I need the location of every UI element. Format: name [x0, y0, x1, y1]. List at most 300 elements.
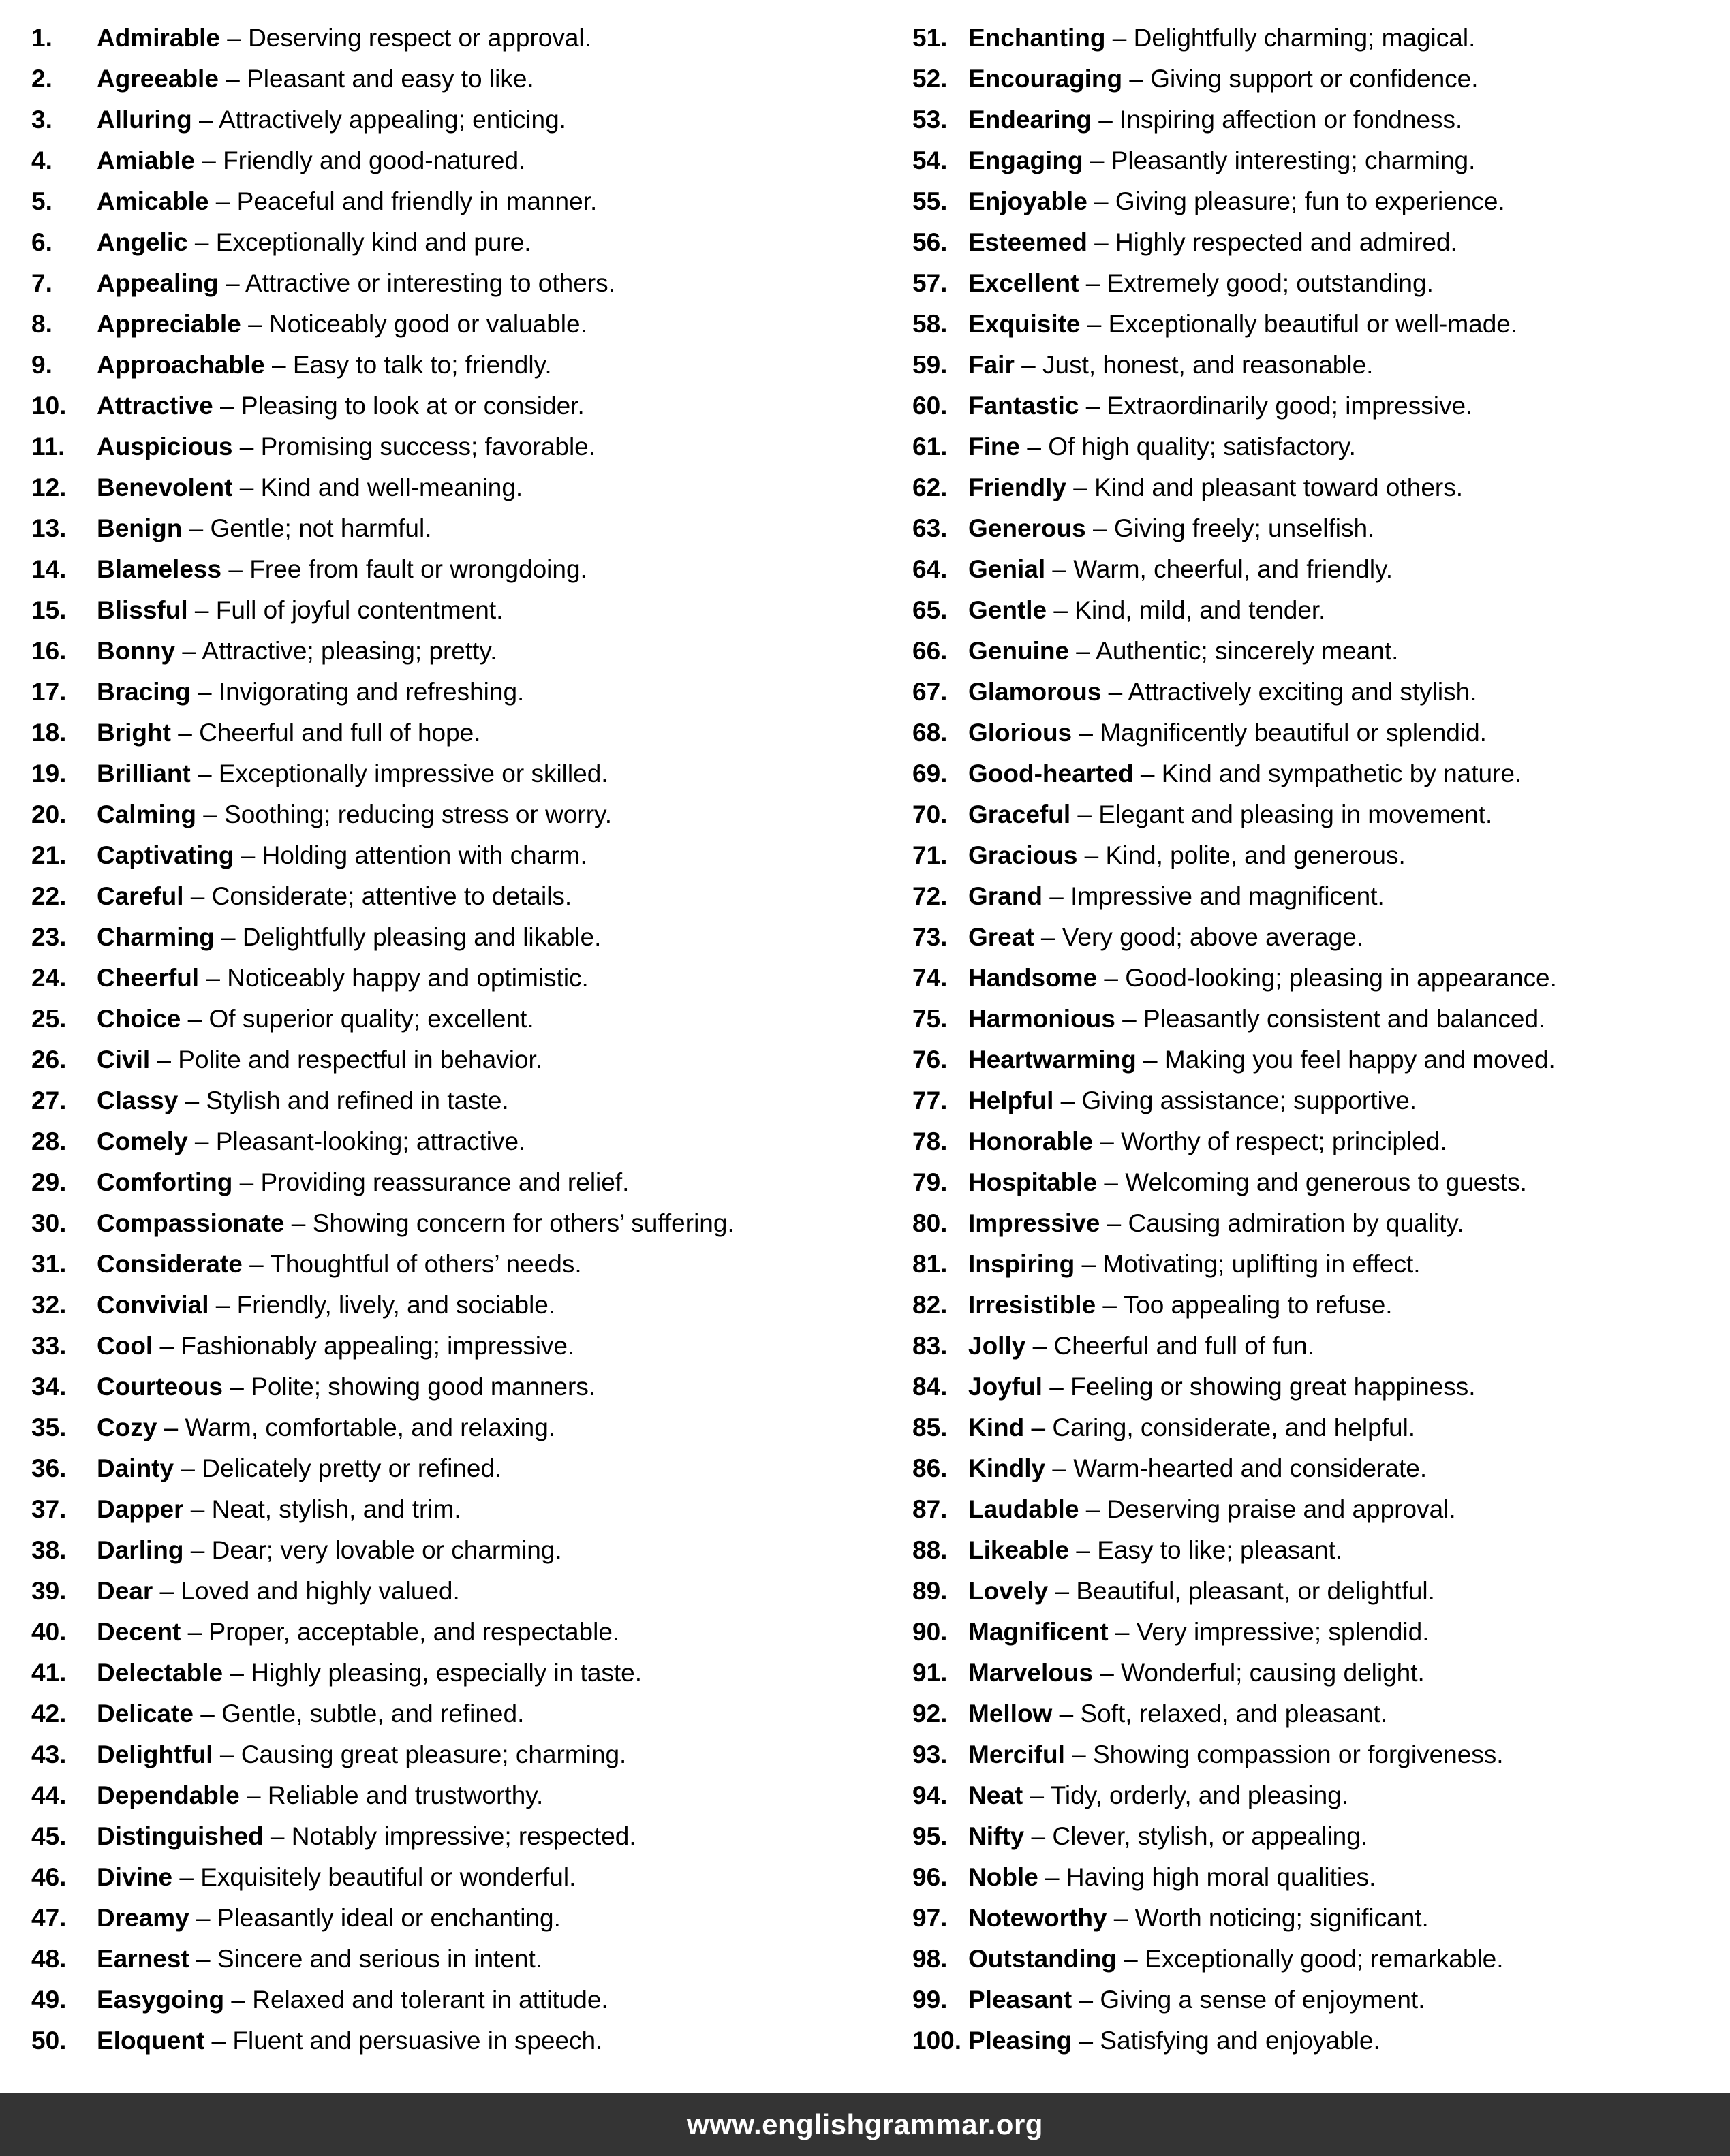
adjective-term: Outstanding	[968, 1945, 1117, 1973]
list-item	[31, 1898, 865, 1939]
item-number: 74.	[912, 964, 948, 992]
adjective-definition: Showing compassion or forgiveness.	[1093, 1740, 1504, 1768]
adjective-term: Laudable	[968, 1495, 1079, 1523]
list-item	[31, 1693, 865, 1734]
dash-separator: –	[213, 392, 241, 420]
item-number: 67.	[912, 678, 948, 706]
adjective-definition: Exceptionally good; remarkable.	[1145, 1945, 1504, 1973]
list-item	[912, 99, 1729, 140]
dash-separator: –	[1070, 800, 1099, 828]
adjective-definition: Elegant and pleasing in movement.	[1098, 800, 1493, 828]
item-number: 72.	[912, 882, 948, 910]
list-item	[31, 999, 865, 1040]
item-number: 24.	[31, 964, 67, 992]
dash-separator: –	[219, 24, 249, 52]
item-number: 7.	[31, 269, 52, 297]
adjective-term: Genuine	[968, 637, 1070, 665]
list-item	[912, 549, 1729, 590]
item-text	[97, 1448, 501, 1489]
adjective-definition: Causing admiration by quality.	[1128, 1209, 1464, 1237]
adjective-definition: Showing concern for others’ suffering.	[312, 1209, 735, 1237]
item-text	[968, 1939, 1504, 1980]
item-text	[968, 508, 1374, 549]
item-number: 97.	[912, 1904, 948, 1932]
list-item	[31, 917, 865, 958]
list-item	[912, 386, 1729, 426]
item-text	[968, 1489, 1456, 1530]
adjective-term: Excellent	[968, 269, 1079, 297]
adjective-term: Appealing	[97, 269, 219, 297]
adjective-definition: Relaxed and tolerant in attitude.	[252, 1986, 608, 2014]
dash-separator: –	[1101, 678, 1128, 706]
list-item	[912, 508, 1729, 549]
item-number: 100.	[912, 2027, 962, 2055]
adjective-definition: Warm, cheerful, and friendly.	[1073, 555, 1393, 583]
item-number: 85.	[912, 1413, 948, 1441]
adjective-term: Impressive	[968, 1209, 1100, 1237]
dash-separator: –	[239, 1781, 268, 1809]
adjective-definition: Beautiful, pleasant, or delightful.	[1076, 1577, 1435, 1605]
adjective-definition: Exquisitely beautiful or wonderful.	[200, 1863, 576, 1891]
list-item	[31, 18, 865, 59]
item-text	[97, 304, 587, 345]
item-number: 39.	[31, 1577, 67, 1605]
adjective-term: Appreciable	[97, 310, 241, 338]
item-text	[97, 467, 523, 508]
item-number: 90.	[912, 1618, 948, 1646]
list-item	[31, 835, 865, 876]
list-item	[912, 1366, 1729, 1407]
item-number: 52.	[912, 65, 948, 93]
item-text	[968, 467, 1463, 508]
adjective-definition: Pleasing to look at or consider.	[241, 392, 585, 420]
list-item	[912, 181, 1729, 222]
adjective-definition: Stylish and refined in taste.	[206, 1087, 509, 1114]
item-text	[97, 1816, 636, 1857]
item-text	[968, 1898, 1429, 1939]
item-text	[97, 1244, 582, 1285]
dash-separator: –	[1069, 637, 1096, 665]
dash-separator: –	[1083, 146, 1111, 174]
item-text	[97, 1693, 524, 1734]
list-item	[31, 876, 865, 917]
list-item	[912, 140, 1729, 181]
dash-separator: –	[232, 433, 261, 460]
adjective-term: Merciful	[968, 1740, 1065, 1768]
item-number: 5.	[31, 187, 52, 215]
adjective-definition: Loved and highly valued.	[181, 1577, 460, 1605]
adjective-definition: Making you feel happy and moved.	[1164, 1046, 1556, 1074]
item-number: 41.	[31, 1659, 67, 1687]
dash-separator: –	[1042, 882, 1071, 910]
item-number: 49.	[31, 1986, 67, 2014]
list-item	[912, 1775, 1729, 1816]
item-number: 48.	[31, 1945, 67, 1973]
adjective-term: Harmonious	[968, 1005, 1115, 1033]
item-number: 59.	[912, 351, 948, 379]
adjective-term: Likeable	[968, 1536, 1070, 1564]
list-item	[31, 1571, 865, 1612]
adjective-definition: Considerate; attentive to details.	[211, 882, 572, 910]
list-item	[912, 753, 1729, 794]
item-text	[968, 18, 1475, 59]
dash-separator: –	[183, 1536, 212, 1564]
adjective-term: Blissful	[97, 596, 188, 624]
adjective-term: Auspicious	[97, 433, 233, 460]
dash-separator: –	[1093, 1659, 1122, 1687]
dash-separator: –	[264, 351, 293, 379]
item-text	[97, 917, 601, 958]
list-item	[31, 590, 865, 631]
list-item	[31, 263, 865, 304]
dash-separator: –	[1092, 1127, 1122, 1155]
adjective-term: Nifty	[968, 1822, 1025, 1850]
dash-separator: –	[1024, 1413, 1053, 1441]
adjective-term: Easygoing	[97, 1986, 225, 2014]
dash-separator: –	[1075, 1250, 1103, 1278]
adjective-term: Delectable	[97, 1659, 223, 1687]
item-text	[968, 713, 1487, 753]
adjective-term: Delicate	[97, 1700, 194, 1728]
item-text	[97, 835, 587, 876]
adjective-term: Brilliant	[97, 760, 191, 787]
adjective-definition: Noticeably happy and optimistic.	[227, 964, 589, 992]
item-number: 8.	[31, 310, 52, 338]
list-item	[912, 467, 1729, 508]
list-item	[912, 631, 1729, 672]
item-text	[97, 140, 525, 181]
item-text	[97, 999, 534, 1040]
adjective-definition: Deserving praise and approval.	[1107, 1495, 1456, 1523]
item-number: 83.	[912, 1332, 948, 1360]
dash-separator: –	[181, 1618, 209, 1646]
item-number: 12.	[31, 473, 67, 501]
item-number: 51.	[912, 24, 948, 52]
item-number: 94.	[912, 1781, 948, 1809]
dash-separator: –	[1087, 228, 1115, 256]
list-item	[31, 1121, 865, 1162]
item-text	[97, 59, 534, 99]
list-item	[31, 59, 865, 99]
list-item	[31, 2020, 865, 2061]
adjective-term: Captivating	[97, 841, 234, 869]
list-item	[31, 1366, 865, 1407]
item-text	[97, 1162, 629, 1203]
adjective-list-column-1	[0, 18, 865, 2061]
adjective-definition: Attractive; pleasing; pretty.	[202, 637, 497, 665]
dash-separator: –	[1107, 1904, 1135, 1932]
item-text	[97, 508, 431, 549]
list-item	[912, 1080, 1729, 1121]
item-number: 63.	[912, 514, 948, 542]
adjective-definition: Deserving respect or approval.	[248, 24, 591, 52]
dash-separator: –	[183, 1495, 212, 1523]
item-number: 71.	[912, 841, 948, 869]
list-item	[31, 1448, 865, 1489]
item-number: 25.	[31, 1005, 67, 1033]
item-text	[97, 549, 587, 590]
list-item	[31, 958, 865, 999]
item-number: 6.	[31, 228, 52, 256]
dash-separator: –	[1025, 1332, 1054, 1360]
item-text	[97, 1407, 555, 1448]
adjective-term: Graceful	[968, 800, 1071, 828]
item-text	[97, 713, 481, 753]
dash-separator: –	[1053, 1087, 1082, 1114]
dash-separator: –	[199, 964, 228, 992]
adjective-term: Agreeable	[97, 65, 219, 93]
list-item	[912, 1980, 1729, 2020]
item-number: 69.	[912, 760, 948, 787]
item-number: 91.	[912, 1659, 948, 1687]
adjective-term: Comforting	[97, 1168, 233, 1196]
adjective-definition: Free from fault or wrongdoing.	[249, 555, 587, 583]
item-number: 58.	[912, 310, 948, 338]
item-number: 68.	[912, 719, 948, 747]
item-text	[968, 876, 1385, 917]
adjective-term: Genial	[968, 555, 1046, 583]
adjective-definition: Peaceful and friendly in manner.	[236, 187, 598, 215]
dash-separator: –	[213, 1740, 241, 1768]
list-item	[912, 713, 1729, 753]
item-text	[968, 631, 1398, 672]
item-text	[968, 386, 1472, 426]
dash-separator: –	[242, 1250, 271, 1278]
item-number: 20.	[31, 800, 67, 828]
item-number: 31.	[31, 1250, 67, 1278]
adjective-term: Great	[968, 923, 1034, 951]
adjective-term: Hospitable	[968, 1168, 1098, 1196]
adjective-definition: Polite; showing good manners.	[251, 1373, 596, 1401]
dash-separator: –	[1115, 1005, 1143, 1033]
item-number: 44.	[31, 1781, 67, 1809]
item-text	[97, 426, 596, 467]
adjective-definition: Neat, stylish, and trim.	[211, 1495, 461, 1523]
adjective-term: Attractive	[97, 392, 213, 420]
adjective-definition: Worth noticing; significant.	[1134, 1904, 1429, 1932]
dash-separator: –	[221, 555, 250, 583]
list-item	[912, 1244, 1729, 1285]
adjective-definition: Soft, relaxed, and pleasant.	[1080, 1700, 1387, 1728]
item-number: 61.	[912, 433, 948, 460]
item-number: 66.	[912, 637, 948, 665]
adjective-definition: Friendly, lively, and sociable.	[236, 1291, 556, 1319]
adjective-definition: Giving assistance; supportive.	[1081, 1087, 1417, 1114]
adjective-definition: Easy to talk to; friendly.	[292, 351, 552, 379]
item-number: 28.	[31, 1127, 67, 1155]
adjective-term: Classy	[97, 1087, 179, 1114]
item-number: 30.	[31, 1209, 67, 1237]
adjective-term: Dependable	[97, 1781, 240, 1809]
adjective-term: Handsome	[968, 964, 1098, 992]
list-item	[912, 222, 1729, 263]
adjective-term: Pleasing	[968, 2027, 1072, 2055]
item-text	[968, 1816, 1368, 1857]
dash-separator: –	[1052, 1700, 1081, 1728]
adjective-definition: Impressive and magnificent.	[1070, 882, 1385, 910]
dash-separator: –	[224, 1986, 253, 2014]
adjective-term: Fine	[968, 433, 1021, 460]
item-text	[97, 1530, 562, 1571]
dash-separator: –	[1097, 1168, 1126, 1196]
list-item	[912, 1653, 1729, 1693]
item-number: 50.	[31, 2027, 67, 2055]
list-item	[912, 1612, 1729, 1653]
adjective-definition: Very impressive; splendid.	[1136, 1618, 1430, 1646]
list-item	[912, 1285, 1729, 1326]
list-item	[912, 1898, 1729, 1939]
item-text	[968, 1366, 1476, 1407]
adjective-term: Noble	[968, 1863, 1038, 1891]
dash-separator: –	[241, 310, 269, 338]
list-item	[31, 345, 865, 386]
item-number: 4.	[31, 146, 52, 174]
item-number: 98.	[912, 1945, 948, 1973]
dash-separator: –	[234, 841, 262, 869]
item-number: 16.	[31, 637, 67, 665]
adjective-definition: Magnificently beautiful or splendid.	[1100, 719, 1487, 747]
dash-separator: –	[196, 800, 225, 828]
list-item	[912, 304, 1729, 345]
list-item	[912, 263, 1729, 304]
item-text	[968, 1162, 1527, 1203]
adjective-term: Cheerful	[97, 964, 200, 992]
list-item	[31, 1040, 865, 1080]
list-item	[31, 467, 865, 508]
adjective-definition: Welcoming and generous to guests.	[1125, 1168, 1527, 1196]
item-text	[968, 1857, 1376, 1898]
item-text	[968, 1530, 1342, 1571]
adjective-term: Glorious	[968, 719, 1072, 747]
list-item	[912, 2020, 1729, 2061]
dash-separator: –	[190, 678, 219, 706]
adjective-term: Lovely	[968, 1577, 1049, 1605]
list-item	[31, 386, 865, 426]
list-item	[912, 876, 1729, 917]
adjective-term: Dapper	[97, 1495, 184, 1523]
item-text	[968, 59, 1479, 99]
adjective-term: Benevolent	[97, 473, 233, 501]
item-text	[968, 1244, 1421, 1285]
item-text	[97, 1939, 542, 1980]
adjective-term: Helpful	[968, 1087, 1054, 1114]
item-text	[97, 263, 615, 304]
list-item	[912, 18, 1729, 59]
list-item	[31, 1244, 865, 1285]
adjective-term: Convivial	[97, 1291, 209, 1319]
item-text	[968, 1040, 1556, 1080]
dash-separator: –	[232, 1168, 261, 1196]
adjective-definition: Tidy, orderly, and pleasing.	[1050, 1781, 1349, 1809]
dash-separator: –	[183, 882, 212, 910]
dash-separator: –	[187, 1127, 216, 1155]
adjective-term: Choice	[97, 1005, 181, 1033]
dash-separator: –	[194, 146, 223, 174]
item-text	[97, 345, 552, 386]
item-text	[97, 590, 503, 631]
item-text	[968, 672, 1477, 713]
item-text	[968, 1448, 1427, 1489]
adjective-term: Jolly	[968, 1332, 1026, 1360]
item-text	[97, 18, 591, 59]
item-text	[97, 1285, 555, 1326]
dash-separator: –	[1122, 65, 1151, 93]
adjective-definition: Cheerful and full of hope.	[199, 719, 481, 747]
adjective-term: Charming	[97, 923, 215, 951]
item-number: 56.	[912, 228, 948, 256]
adjective-definition: Warm, comfortable, and relaxing.	[185, 1413, 556, 1441]
list-item	[912, 1939, 1729, 1980]
item-number: 34.	[31, 1373, 67, 1401]
adjective-term: Friendly	[968, 473, 1066, 501]
adjective-term: Fantastic	[968, 392, 1079, 420]
item-number: 3.	[31, 106, 52, 134]
item-number: 9.	[31, 351, 52, 379]
item-number: 65.	[912, 596, 948, 624]
list-item	[912, 1448, 1729, 1489]
adjective-term: Amiable	[97, 146, 195, 174]
item-text	[968, 999, 1545, 1040]
item-number: 60.	[912, 392, 948, 420]
adjective-definition: Kind, polite, and generous.	[1105, 841, 1406, 869]
item-number: 87.	[912, 1495, 948, 1523]
item-text	[968, 1326, 1314, 1366]
list-item	[31, 1857, 865, 1898]
adjective-definition: Motivating; uplifting in effect.	[1102, 1250, 1421, 1278]
list-item	[912, 1734, 1729, 1775]
adjective-term: Kindly	[968, 1454, 1046, 1482]
dash-separator: –	[150, 1046, 179, 1074]
adjective-definition: Proper, acceptable, and respectable.	[208, 1618, 620, 1646]
item-number: 18.	[31, 719, 67, 747]
item-number: 70.	[912, 800, 948, 828]
dash-separator: –	[1079, 1495, 1107, 1523]
list-item	[31, 713, 865, 753]
list-item	[31, 1530, 865, 1571]
dash-separator: –	[218, 269, 245, 297]
item-text	[97, 1898, 561, 1939]
adjective-term: Comely	[97, 1127, 188, 1155]
adjective-definition: Exceptionally beautiful or well-made.	[1108, 310, 1518, 338]
adjective-definition: Clever, stylish, or appealing.	[1052, 1822, 1368, 1850]
adjective-definition: Pleasantly ideal or enchanting.	[217, 1904, 561, 1932]
dash-separator: –	[204, 2027, 233, 2055]
adjective-term: Alluring	[97, 106, 192, 134]
item-number: 46.	[31, 1863, 67, 1891]
dash-separator: –	[1080, 310, 1109, 338]
adjective-term: Eloquent	[97, 2027, 205, 2055]
adjective-term: Civil	[97, 1046, 151, 1074]
adjective-term: Careful	[97, 882, 184, 910]
adjective-definition: Soothing; reducing stress or worry.	[224, 800, 613, 828]
dash-separator: –	[1136, 1046, 1164, 1074]
adjective-term: Cozy	[97, 1413, 157, 1441]
list-item	[31, 304, 865, 345]
item-number: 36.	[31, 1454, 67, 1482]
item-number: 37.	[31, 1495, 67, 1523]
item-text	[968, 1121, 1447, 1162]
dash-separator: –	[214, 923, 243, 951]
item-number: 84.	[912, 1373, 948, 1401]
item-text	[968, 99, 1462, 140]
adjective-definition: Too appealing to refuse.	[1123, 1291, 1393, 1319]
adjective-term: Enjoyable	[968, 187, 1087, 215]
adjective-definition: Giving support or confidence.	[1150, 65, 1479, 93]
item-text	[97, 1326, 574, 1366]
list-item	[912, 1162, 1729, 1203]
adjective-term: Honorable	[968, 1127, 1093, 1155]
item-text	[968, 794, 1492, 835]
